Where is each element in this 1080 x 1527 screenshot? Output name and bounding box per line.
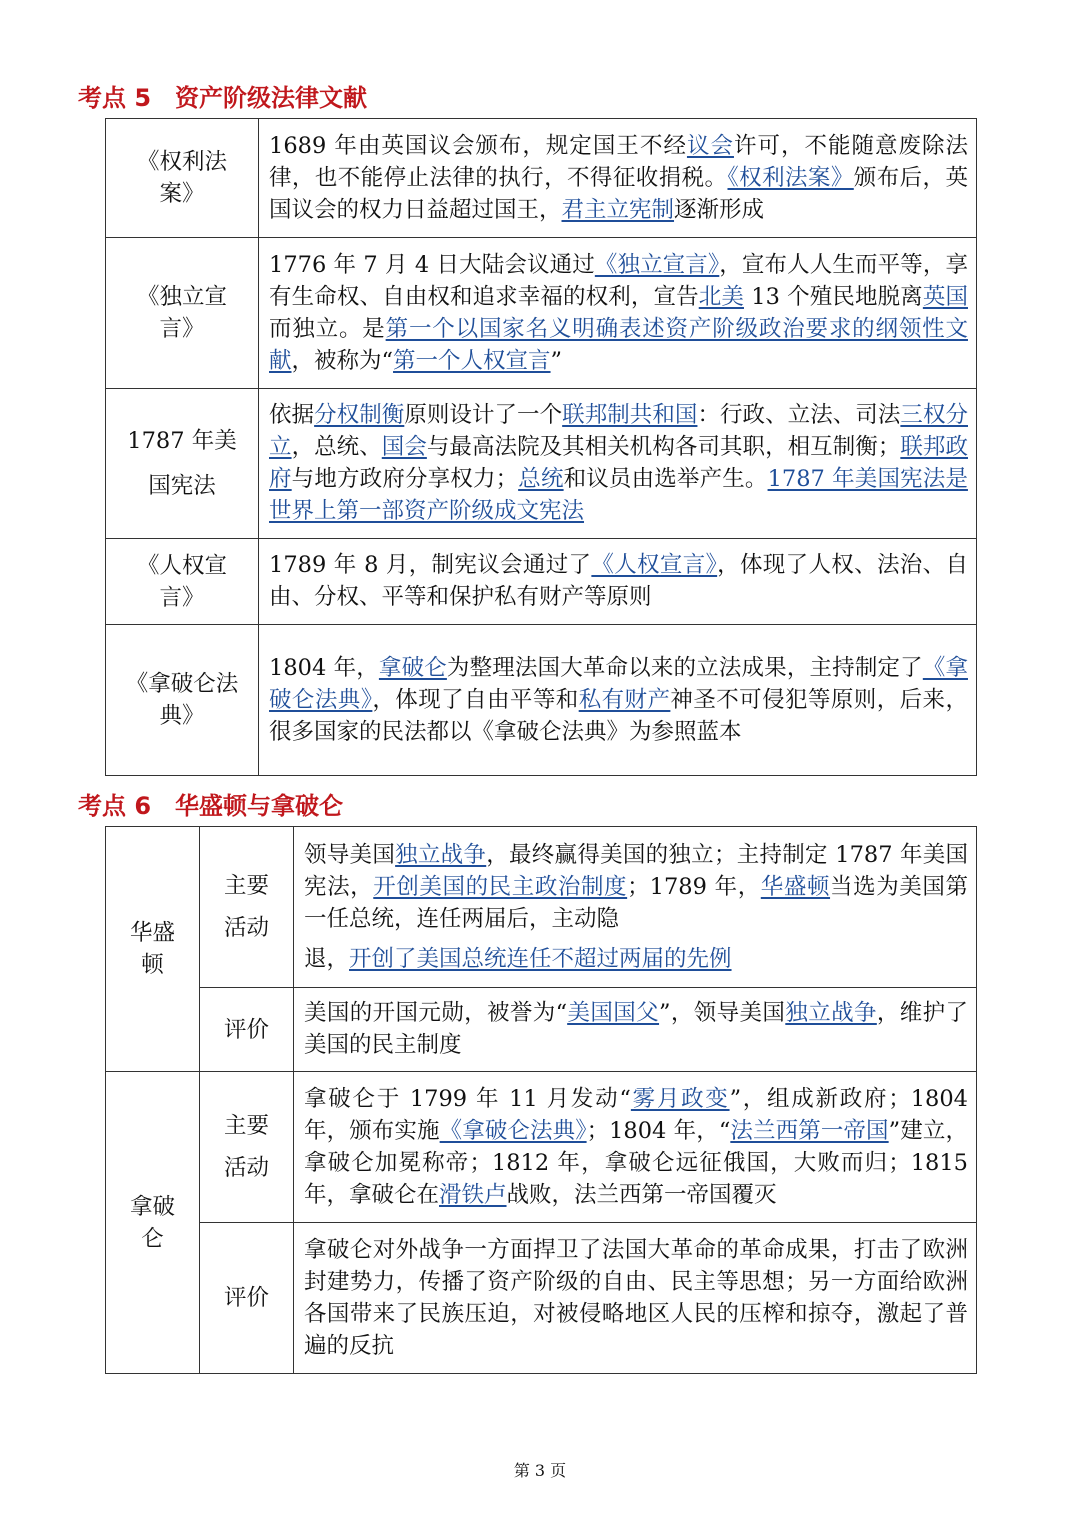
table-row [106,539,977,625]
keyword-link[interactable]: 独立战争 [395,841,487,868]
keyword-link[interactable]: 三权分立 [269,402,968,460]
keyword-link[interactable]: 开创了美国总统连任不超过两届的先例 [349,945,732,972]
keyword-link[interactable]: 拿破仑 [378,654,447,681]
table-row [106,988,977,1072]
text-run: 1789 年 8 月，制宪议会通过了 [269,552,592,578]
keyword-link[interactable]: 总统 [518,466,564,492]
keyword-link[interactable]: 君主立宪制 [561,196,675,223]
text-run: 原则设计了一个 [404,402,563,428]
text-run: 颁布后，英国议会的权力日益超过国王， [269,164,968,223]
document-description [259,539,977,625]
text-run: 1689 年由英国议会颁布，规定国王不经 [269,132,687,159]
text-run: 退， [304,945,350,972]
text-run: 美国的开国元勋，被誉为“ [304,1000,568,1026]
table-row [106,827,977,988]
keyword-link[interactable]: 雾月政变 [630,1085,730,1112]
keyword-link[interactable]: 《人权宣言》 [591,552,718,578]
keyword-link[interactable]: 第一个以国家名义明确表述资产阶级政治要求的纲领性文献 [269,315,968,374]
document-name: 1787 年美国宪法 [106,389,259,539]
person-name: 华盛顿 [106,827,200,1072]
keyword-link[interactable]: 联邦政府 [269,434,968,492]
text-run: ” [550,347,563,374]
keyword-link[interactable]: 华盛顿 [760,873,831,900]
keyword-link[interactable]: 分权制衡 [314,402,405,428]
keyword-link[interactable]: 开创美国的民主政治制度 [373,873,628,900]
text-run: ，体现了自由平等和 [372,686,579,713]
keyword-link[interactable]: 《独立宣言》 [594,251,720,278]
text-run: ，被称为“ [291,347,394,374]
aspect-label: 评价 [200,988,294,1072]
keyword-link[interactable]: 《拿破仑法典》 [269,654,968,713]
section-5-title: 考点 5 资产阶级法律文献 [78,84,368,112]
text-run: ，最终赢得美国的独立；主持制定 1787 年美国宪法， [304,841,968,900]
text-run: ，总统、 [291,434,382,460]
keyword-link[interactable]: 英国 [922,283,968,310]
page-number: 第 3 页 [513,1461,567,1480]
aspect-description [294,1072,977,1223]
text-run: ”建立，拿破仑加冕称帝；1812 年，拿破仑远征俄国，大败而归；1815 年，拿破仑在 [304,1117,968,1208]
document-name: 《人权宣言》 [106,539,259,625]
text-run: 与地方政府分享权力； [291,466,519,492]
text-run: 领导美国 [304,841,396,868]
keyword-link[interactable]: 独立战争 [785,1000,877,1026]
keyword-link[interactable]: 第一个人权宣言 [393,347,551,374]
aspect-label: 主要活动 [200,827,294,988]
line-gap [304,935,968,943]
keyword-link[interactable]: 《权利法案》 [727,164,854,191]
aspect-description [294,827,977,988]
table-row [106,238,977,389]
section-6-title: 考点 6 华盛顿与拿破仑 [78,792,344,820]
keyword-link[interactable]: 美国国父 [567,1000,660,1026]
text-run: 13 个殖民地脱离 [743,283,923,310]
aspect-description [294,988,977,1072]
text-run: ，体现了人权、法治、自由、分权、平等和保护私有财产等原则 [269,552,968,610]
text-run: ”，领导美国 [659,1000,786,1026]
text-run: ，宣布人人生而平等，享有生命权、自由权和追求幸福的权利，宣告 [269,251,968,310]
text-run: 和议员由选举产生。 [563,466,768,492]
keyword-link[interactable]: 北美 [698,283,744,310]
table-row [106,1223,977,1374]
text-run: ；1789 年， [627,873,761,900]
keyword-link[interactable]: 私有财产 [578,686,671,713]
text-run: 而独立。是 [269,315,386,342]
document-name: 《权利法案》 [106,119,259,238]
text-run: ”，组成新政府；1804 年，颁布实施 [304,1085,968,1144]
keyword-link[interactable]: 国会 [381,434,427,460]
text-run: 拿破仑于 1799 年 11 月发动“ [304,1085,631,1112]
text-run: 逐渐形成 [674,196,765,223]
keyword-link[interactable]: 联邦制共和国 [562,402,698,428]
table-row [106,1072,977,1223]
text-run: 当选为美国第一任总统，连任两届后，主动隐 [304,873,968,932]
text-run: ，维护了美国的民主制度 [304,1000,968,1058]
keyword-link[interactable]: 《拿破仑法典》 [439,1117,587,1144]
document-name: 《拿破仑法典》 [106,625,259,776]
text-run: 与最高法院及其相关机构各司其职，相互制衡； [426,434,901,460]
document-name: 《独立宣言》 [106,238,259,389]
keyword-link[interactable]: 滑铁卢 [439,1181,507,1208]
table-row [106,389,977,539]
text-run: ：行政、立法、司法 [697,402,901,428]
text-run: 拿破仑对外战争一方面捍卫了法国大革命的革命成果，打击了欧洲封建势力，传播了资产阶级的自由、民主等思想；另一方面给欧洲各国带来了民族压迫，对被侵略地区人民的压榨和掠夺，激起了普遍的反抗 [304,1236,968,1359]
text-run: 依据 [269,402,315,428]
aspect-label: 主要活动 [200,1072,294,1223]
aspect-label: 评价 [200,1223,294,1374]
keyword-link[interactable]: 议会 [686,132,734,159]
document-description [259,625,977,776]
table-row [106,119,977,238]
text-run: 许可，不能随意废除法律，也不能停止法律的执行，不得征收捐税。 [269,132,968,191]
text-run: ；1804 年，“ [586,1117,731,1144]
document-description [259,119,977,238]
aspect-description [294,1223,977,1374]
person-name: 拿破仑 [106,1072,200,1374]
text-run: 为整理法国大革命以来的立法成果，主持制定了 [446,654,923,681]
table-row [106,625,977,776]
text-run: 1804 年， [269,654,379,681]
document-description [259,238,977,389]
keyword-link[interactable]: 法兰西第一帝国 [730,1117,889,1144]
text-run: 1776 年 7 月 4 日大陆会议通过 [269,251,595,278]
text-run: 神圣不可侵犯等原则，后来，很多国家的民法都以《拿破仑法典》为参照蓝本 [269,686,968,745]
text-run: 战败，法兰西第一帝国覆灭 [506,1181,777,1208]
figures-table [105,826,977,1374]
legal-documents-table [105,118,977,776]
keyword-link[interactable]: 1787 年美国宪法是世界上第一部资产阶级成文宪法 [269,466,968,524]
document-description [259,389,977,539]
